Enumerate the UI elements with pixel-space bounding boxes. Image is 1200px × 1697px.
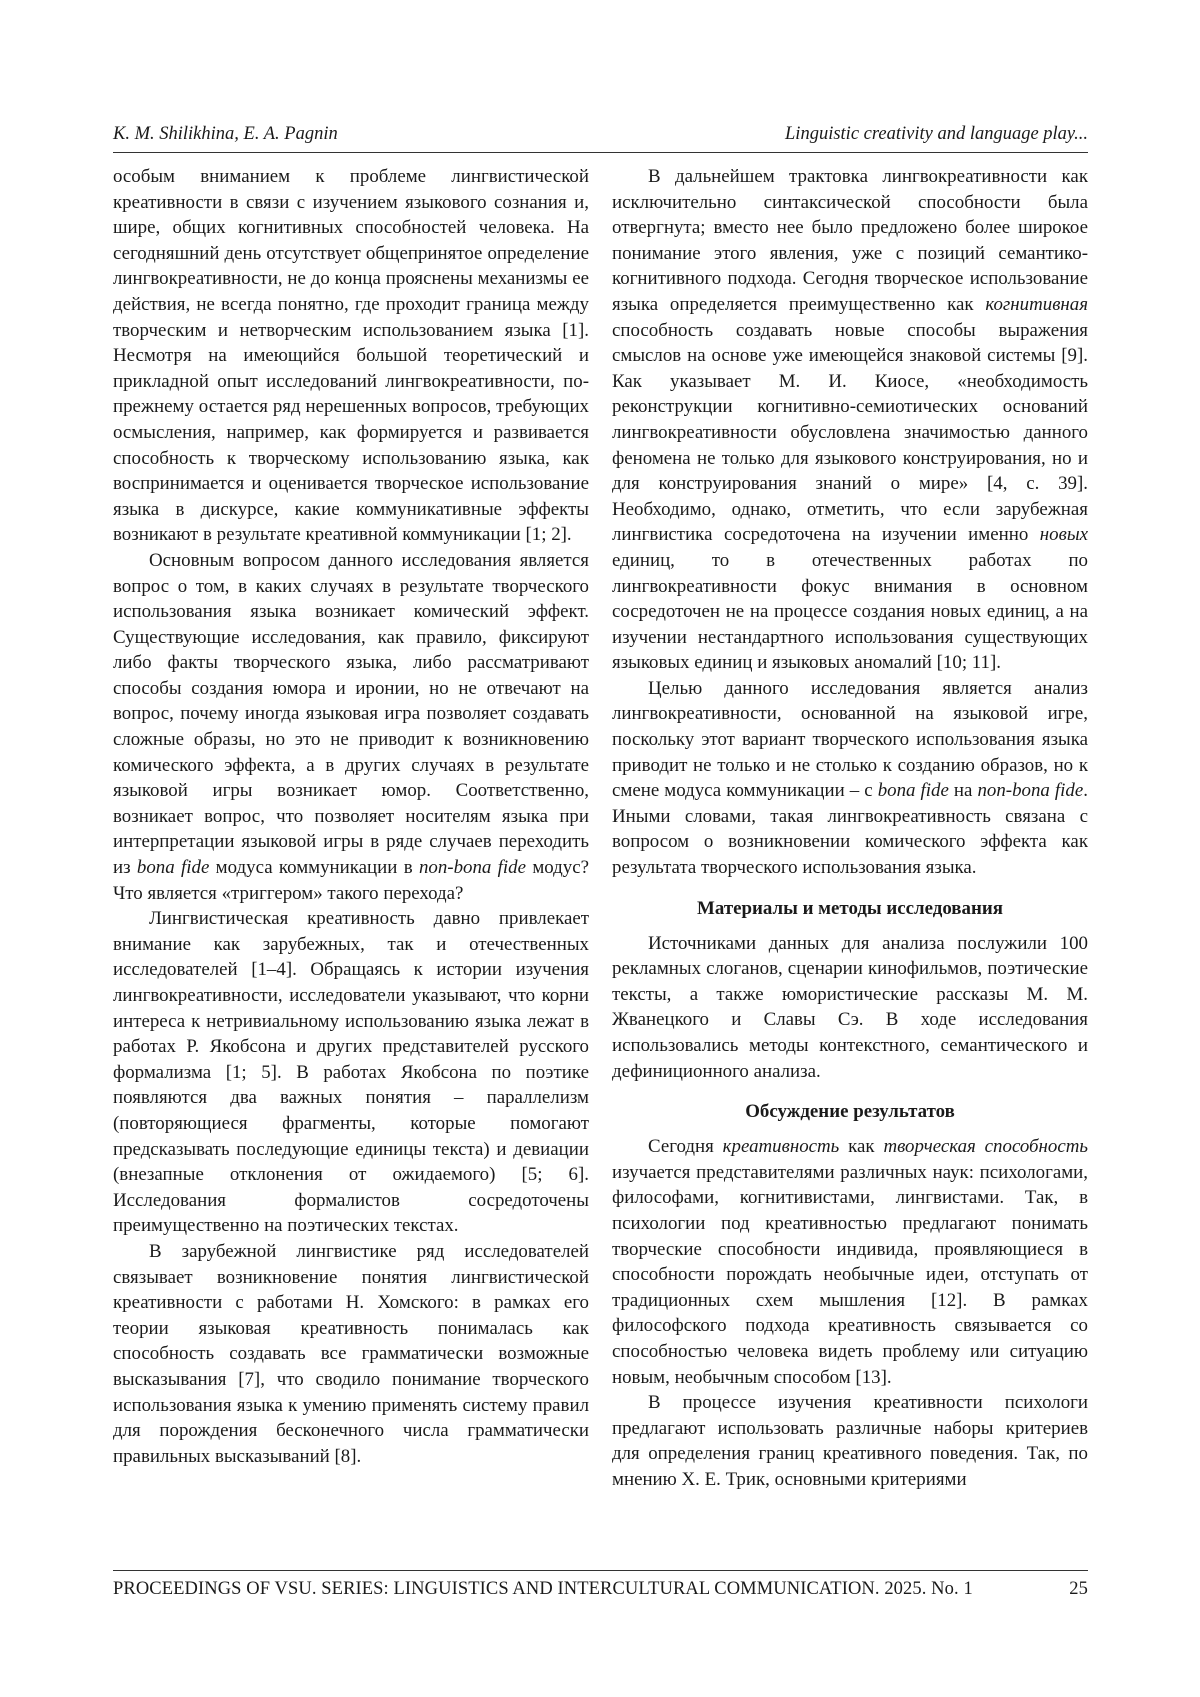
running-header <box>113 122 1088 153</box>
left-column <box>113 164 589 1469</box>
header-authors: K. M. Shilikhina, E. A. Pagnin <box>113 124 338 145</box>
section-heading-results: Обсуждение результатов <box>612 1100 1088 1124</box>
right-column <box>612 164 1088 1493</box>
paragraph: особым вниманием к проблеме лингвистической креативности в связи с изучением языкового сознания и, шире, общих когнитивных способностей человека. На сегодняшний день отсутствует общепринятое определение лингвокреативности, не до конца прояснены механизмы ее действия, не всегда понятно, где проходит граница между творческим и нетворческим использованием языка [1]. Несмотря на имеющийся большой теоретический и прикладной опыт исследований лингвокреативности, по-прежнему остается ряд нерешенных вопросов, требующих осмысления, например, как формируется и развивается способность к творческому использованию языка, как воспринимается и оценивается творческое использование языка в дискурсе, какие коммуникативные эффекты возникают в результате креативной коммуникации [1; 2]. <box>113 164 589 548</box>
header-running-title: Linguistic creativity and language play... <box>785 124 1088 145</box>
paragraph: Источниками данных для анализа послужили 100 рекламных слоганов, сценарии кинофильмов, поэтические тексты, а также юмористические рассказы М. М. Жванецкого и Славы Сэ. В ходе исследования использовались методы контекстного, семантического и дефиниционного анализа. <box>612 931 1088 1085</box>
footer-journal-title: PROCEEDINGS OF VSU. SERIES: LINGUISTICS AND INTERCULTURAL COMMUNICATION. 2025. No. 1 <box>113 1579 973 1600</box>
paragraph: В дальнейшем трактовка лингвокреативности как исключительно синтаксической способности была отвергнута; вместо нее было предложено более широкое понимание этого явления, уже с позиций семантико-когнитивного подхода. Сегодня творческое использование языка определяется преимущественно как когнитивная способность создавать новые способы выражения смыслов на основе уже имеющейся знаковой системы [9]. Как указывает М. И. Киосе, «необходимость реконструкции когнитивно-семиотических оснований лингвокреативности обусловлена значимостью данного феномена не только для языкового конструирования, но и для конструирования знаний о мире» [4, с. 39]. Необходимо, однако, отметить, что если зарубежная лингвистика сосредоточена на изучении именно новых единиц, то в отечественных работах по лингвокреативности фокус внимания в основном сосредоточен не на процессе создания новых единиц, а на изучении нестандартного использования существующих языковых единиц и языковых аномалий [10; 11]. <box>612 164 1088 676</box>
page-footer <box>113 1570 1088 1571</box>
paragraph: Лингвистическая креативность давно привлекает внимание как зарубежных, так и отечественных исследователей [1–4]. Обращаясь к истории изучения лингвокреативности, исследователи указывают, что корни интереса к нетривиальному использованию языка лежат в работах Р. Якобсона и других представителей русского формализма [1; 5]. В работах Якобсона по поэтике появляются два важных понятия – параллелизм (повторяющиеся фрагменты, которые помогают предсказывать последующие единицы текста) и девиации (внезапные отклонения от ожидаемого) [5; 6]. Исследования формалистов сосредоточены преимущественно на поэтических текстах. <box>113 906 589 1239</box>
paragraph: Основным вопросом данного исследования является вопрос о том, в каких случаях в результате творческого использования языка возникает комический эффект. Существующие исследования, как правило, фиксируют либо факты творческого языка, либо рассматривают способы создания юмора и иронии, но не отвечают на вопрос, почему иногда языковая игра позволяет создавать сложные образы, но это не приводит к возникновению комического эффекта, а в других случаях в результате языковой игры возникает юмор. Соответственно, возникает вопрос, что позволяет носителям языка при интерпретации языковой игры в ряде случаев переходить из bona fide модуса коммуникации в non-bona fide модус? Что является «триггером» такого перехода? <box>113 548 589 906</box>
section-heading-methods: Материалы и методы исследования <box>612 897 1088 921</box>
paragraph: В процессе изучения креативности психологи предлагают использовать различные наборы критериев для определения границ креативного поведения. Так, по мнению Х. Е. Трик, основными критериями <box>612 1390 1088 1492</box>
paragraph: Сегодня креативность как творческая способность изучается представителями различных наук: психологами, философами, когнитивистами, лингвистами. Так, в психологии под креативностью предлагают понимать творческие способности индивида, проявляющиеся в способности порождать необычные идеи, отступать от традиционных схем мышления [12]. В рамках философского подхода креативность связывается со способностью человека видеть проблему или ситуацию новым, необычным способом [13]. <box>612 1134 1088 1390</box>
page-number: 25 <box>1069 1579 1088 1600</box>
paragraph: Целью данного исследования является анализ лингвокреативности, основанной на языковой игре, поскольку этот вариант творческого использования языка приводит не только и не столько к созданию образов, но к смене модуса коммуникации – с bona fide на non-bona fide. Иными словами, такая лингвокреативность связана с вопросом о возникновении комического эффекта как результата творческого использования языка. <box>612 676 1088 881</box>
paragraph: В зарубежной лингвистике ряд исследователей связывает возникновение понятия лингвистической креативности с работами Н. Хомского: в рамках его теории языковая креативность понималась как способность создавать все грамматически возможные высказывания [7], что сводило понимание творческого использования языка к умению применять систему правил для порождения бесконечного числа грамматически правильных высказываний [8]. <box>113 1239 589 1469</box>
